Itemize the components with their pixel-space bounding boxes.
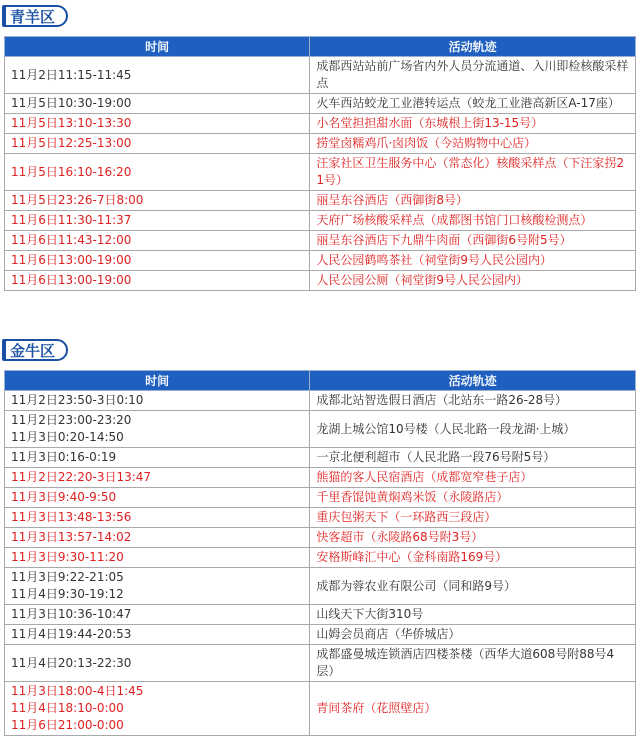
time-text: 11月2日11:15-11:45: [11, 67, 132, 82]
track-table: [4, 36, 636, 291]
header-time: 时间: [5, 371, 310, 391]
track-cell: [310, 231, 636, 251]
table-header-row: [5, 371, 636, 391]
track-text: 成都西站站前广场省内外人员分流通道、入川即检核酸采样点: [316, 59, 629, 90]
table-row: [5, 231, 636, 251]
time-text: 11月3日9:30-11:20: [11, 550, 124, 564]
track-text: 山线天下大街310号: [316, 607, 424, 621]
time-text: 11月3日9:22-21:05: [11, 570, 124, 584]
track-text: 火车西站蛟龙工业港转运点（蛟龙工业港高新区A-17座）: [316, 96, 620, 110]
time-cell: [5, 528, 310, 548]
time-cell: [5, 468, 310, 488]
track-cell: [310, 251, 636, 271]
time-cell: [5, 154, 310, 191]
time-cell: [5, 568, 310, 605]
track-text: 快客超市（永陵路68号附3号）: [316, 530, 484, 544]
table-row: [5, 605, 636, 625]
track-text: 青间茶府（花照壁店）: [316, 701, 437, 715]
track-cell: [310, 548, 636, 568]
district-tag: [0, 338, 640, 364]
time-cell: [5, 682, 310, 736]
section-jinniu: [0, 338, 640, 736]
track-cell: [310, 94, 636, 114]
table-row: [5, 568, 636, 605]
track-text: 安格斯峰汇中心（金科南路169号）: [316, 550, 508, 564]
time-text: 11月5日16:10-16:20: [11, 164, 132, 179]
track-text: 天府广场核酸采样点（成都图书馆门口核酸检测点）: [316, 213, 593, 227]
track-text: 人民公园公厕（祠堂街9号人民公园内）: [316, 273, 528, 287]
track-text: 千里香馄饨黄焖鸡米饭（永陵路店）: [316, 490, 509, 504]
time-cell: [5, 488, 310, 508]
time-text: 11月5日23:26-7日8:00: [11, 193, 144, 207]
time-cell: [5, 271, 310, 291]
table-row: [5, 134, 636, 154]
time-text: 11月6日13:00-19:00: [11, 273, 132, 287]
time-cell: [5, 134, 310, 154]
track-text: 人民公园鹤鸣茶社（祠堂街9号人民公园内）: [316, 253, 552, 267]
track-cell: [310, 134, 636, 154]
track-text: 龙湖上城公馆10号楼（人民北路一段龙湖·上城）: [316, 421, 576, 436]
time-cell: [5, 645, 310, 682]
table-row: [5, 468, 636, 488]
table-row: [5, 114, 636, 134]
time-text: 11月6日11:43-12:00: [11, 233, 132, 247]
time-text: 11月4日20:13-22:30: [11, 655, 132, 670]
table-header-row: [5, 37, 636, 57]
time-cell: [5, 605, 310, 625]
time-cell: [5, 391, 310, 411]
time-text: 11月3日0:16-0:19: [11, 450, 117, 464]
track-text: 成都北站智选假日酒店（北站东一路26-28号）: [316, 393, 568, 407]
time-text: 11月2日22:20-3日13:47: [11, 470, 152, 484]
track-cell: [310, 154, 636, 191]
time-cell: [5, 448, 310, 468]
table-row: [5, 682, 636, 736]
time-cell: [5, 508, 310, 528]
track-text: 一京北便利超市（人民北路一段76号附5号）: [316, 450, 556, 464]
time-text: 11月6日11:30-11:37: [11, 213, 132, 227]
header-track: 活动轨迹: [310, 371, 636, 391]
table-row: [5, 251, 636, 271]
table-row: [5, 488, 636, 508]
time-text: 11月5日10:30-19:00: [11, 96, 132, 110]
time-cell: [5, 57, 310, 94]
table-row: [5, 57, 636, 94]
table-row: [5, 548, 636, 568]
track-cell: [310, 468, 636, 488]
track-cell: [310, 625, 636, 645]
track-cell: [310, 568, 636, 605]
track-text: 成都为蓉农业有限公司（同和路9号）: [316, 578, 516, 593]
track-text: 重庆包粥天下（一环路西三段店）: [316, 510, 497, 524]
time-cell: [5, 231, 310, 251]
table-body: [5, 57, 636, 291]
time-cell: [5, 548, 310, 568]
time-text: 11月4日18:10-0:00: [11, 701, 124, 715]
district-title: 青羊区: [10, 8, 56, 26]
table-row: [5, 191, 636, 211]
district-title: 金牛区: [10, 342, 56, 360]
time-cell: [5, 411, 310, 448]
time-text: 11月3日13:57-14:02: [11, 530, 132, 544]
table-row: [5, 391, 636, 411]
track-text: 丽呈东谷酒店下九鼎牛肉面（西御街6号附5号）: [316, 233, 572, 247]
table-row: [5, 94, 636, 114]
track-text: 小名堂担担甜水面（东城根上街13-15号）: [316, 116, 544, 130]
table-body: [5, 391, 636, 736]
time-text: 11月4日19:44-20:53: [11, 627, 132, 641]
section-qingyang: [0, 4, 640, 291]
table-row: [5, 154, 636, 191]
district-tag: [0, 4, 640, 30]
track-cell: [310, 488, 636, 508]
track-cell: [310, 191, 636, 211]
track-text: 成都盛曼城连锁酒店四楼茶楼（西华大道608号附88号4层）: [316, 647, 615, 678]
time-cell: [5, 211, 310, 231]
track-cell: [310, 411, 636, 448]
track-cell: [310, 391, 636, 411]
table-row: [5, 448, 636, 468]
table-row: [5, 211, 636, 231]
header-time: 时间: [5, 37, 310, 57]
table-row: [5, 625, 636, 645]
time-text: 11月3日10:36-10:47: [11, 607, 132, 621]
track-cell: [310, 682, 636, 736]
track-text: 山姆会员商店（华侨城店）: [316, 627, 461, 641]
track-table: [4, 370, 636, 736]
time-text: 11月5日13:10-13:30: [11, 116, 132, 130]
track-cell: [310, 605, 636, 625]
time-text: 11月5日12:25-13:00: [11, 136, 132, 150]
table-row: [5, 411, 636, 448]
track-cell: [310, 211, 636, 231]
table-row: [5, 645, 636, 682]
header-track: 活动轨迹: [310, 37, 636, 57]
time-text: 11月3日13:48-13:56: [11, 510, 132, 524]
track-text: 丽呈东谷酒店（西御街8号）: [316, 193, 468, 207]
table-row: [5, 528, 636, 548]
track-text: 汪家社区卫生服务中心（常态化）核酸采样点（下汪家拐21号）: [316, 156, 624, 187]
time-cell: [5, 114, 310, 134]
track-cell: [310, 57, 636, 94]
time-text: 11月6日21:00-0:00: [11, 718, 124, 732]
time-text: 11月2日23:00-23:20: [11, 413, 132, 427]
time-cell: [5, 625, 310, 645]
time-text: 11月4日9:30-19:12: [11, 587, 124, 601]
time-text: 11月2日23:50-3日0:10: [11, 393, 144, 407]
track-cell: [310, 271, 636, 291]
track-cell: [310, 114, 636, 134]
table-row: [5, 508, 636, 528]
time-cell: [5, 191, 310, 211]
time-cell: [5, 251, 310, 271]
track-cell: [310, 645, 636, 682]
time-text: 11月6日13:00-19:00: [11, 253, 132, 267]
time-cell: [5, 94, 310, 114]
time-text: 11月3日18:00-4日1:45: [11, 684, 144, 698]
table-row: [5, 271, 636, 291]
time-text: 11月3日0:20-14:50: [11, 430, 124, 444]
track-text: 捞堂卤糯鸡爪·卤肉饭（今站购物中心店）: [316, 136, 537, 150]
track-cell: [310, 528, 636, 548]
time-text: 11月3日9:40-9:50: [11, 490, 117, 504]
track-cell: [310, 508, 636, 528]
track-cell: [310, 448, 636, 468]
track-text: 熊猫的客人民宿酒店（成都宽窄巷子店）: [316, 470, 533, 484]
